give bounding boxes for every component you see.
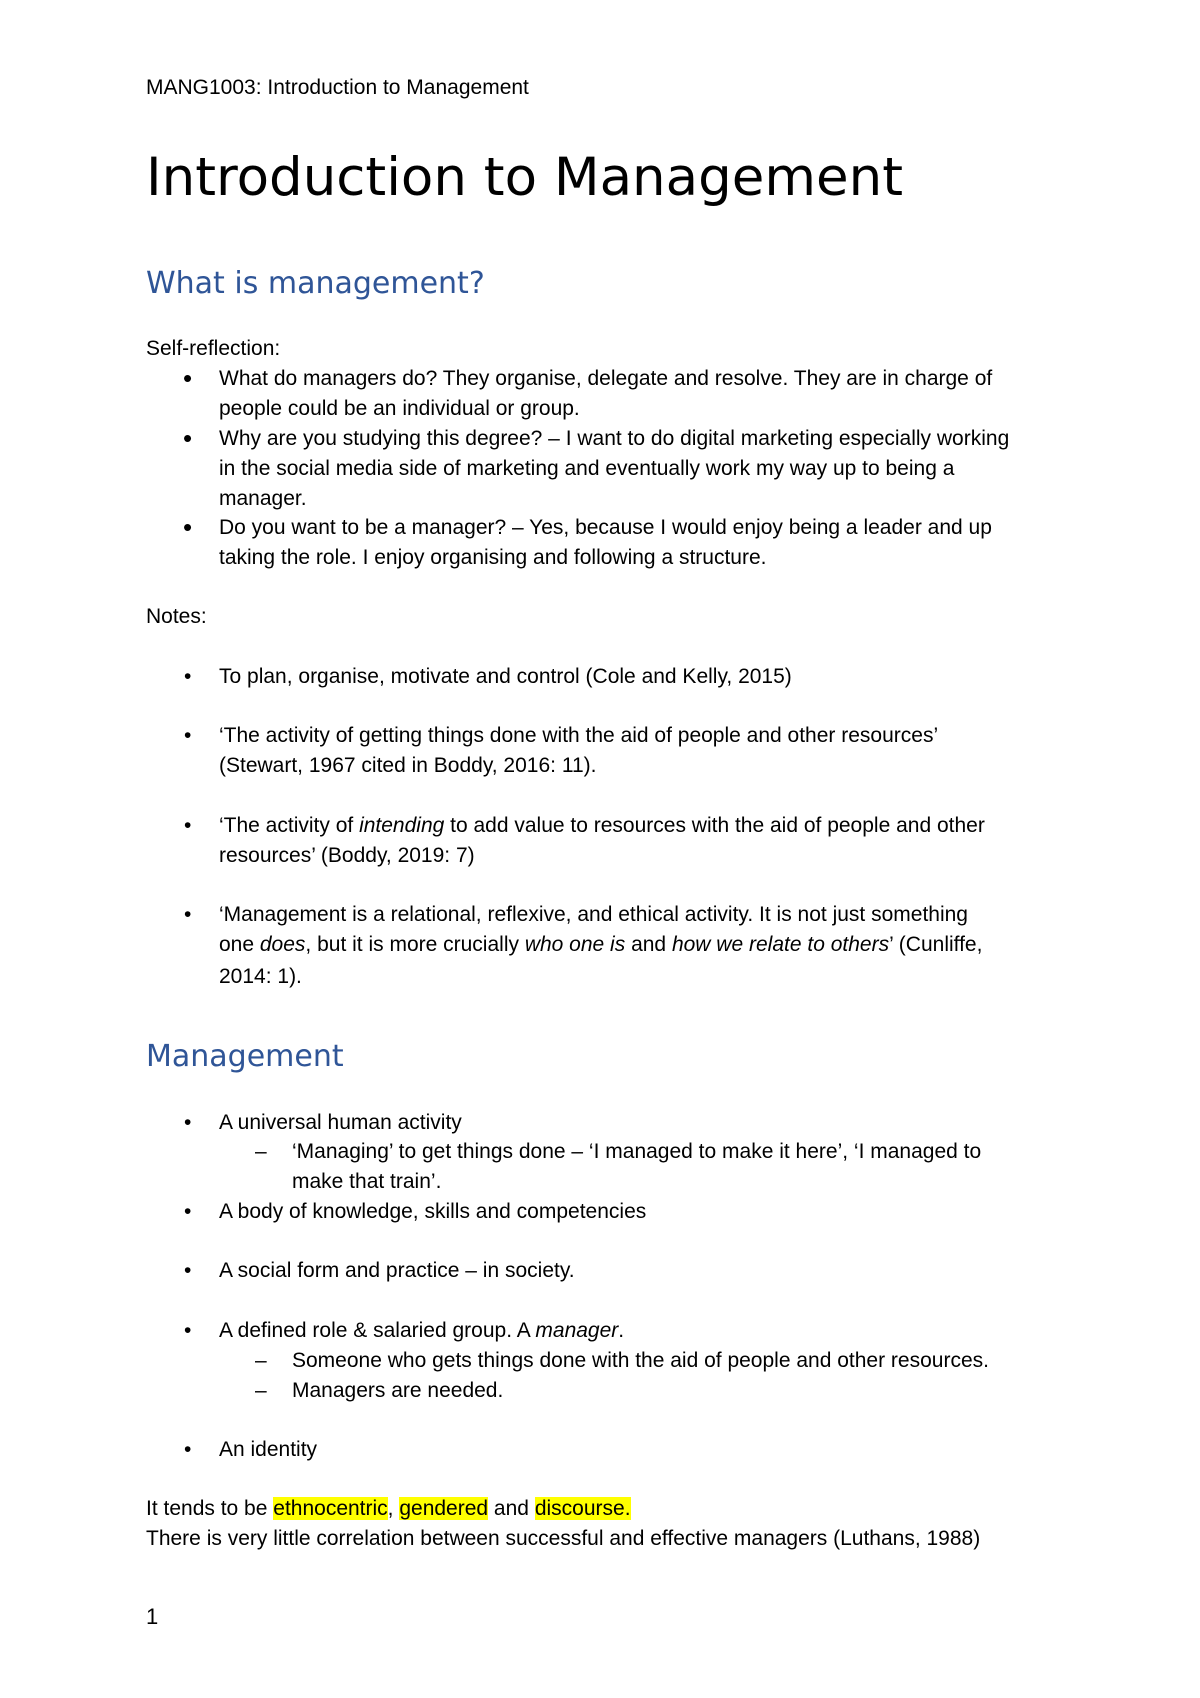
list-item-continuation: 2014: 1). — [219, 965, 302, 988]
text-run: It tends to be — [146, 1497, 274, 1520]
page-number: 1 — [146, 1604, 159, 1629]
self-reflection-label: Self-reflection: — [146, 337, 281, 360]
sub-list-item-continuation: make that train’. — [292, 1170, 442, 1193]
section-heading-management: Management — [146, 1039, 344, 1074]
list-item: ‘The activity of getting things done with the aid of people and other resources’ — [219, 724, 939, 747]
text-run: ‘The activity of — [219, 814, 360, 837]
highlighted-text: gendered — [399, 1497, 489, 1520]
text-run: to add value to resources with the aid of people and other — [444, 814, 985, 837]
bullet-icon: • — [184, 1319, 192, 1342]
dash-bullet-icon: – — [255, 1349, 267, 1372]
list-item — [219, 811, 985, 841]
sub-list-item: Managers are needed. — [292, 1379, 504, 1402]
text-run: ’ (Cunliffe, — [889, 933, 983, 956]
italic-text: intending — [359, 814, 445, 837]
list-item-continuation: in the social media side of marketing and eventually work my way up to being a — [219, 457, 955, 480]
list-item — [219, 1316, 624, 1346]
highlighted-text: ethnocentric — [273, 1497, 388, 1520]
page-title: Introduction to Management — [146, 147, 903, 208]
list-item-continuation — [219, 930, 982, 960]
correlation-paragraph: There is very little correlation between successful and effective managers (Luthans, 1988) — [146, 1527, 981, 1550]
list-item-continuation: (Stewart, 1967 cited in Boddy, 2016: 11). — [219, 754, 597, 777]
list-item: A universal human activity — [219, 1111, 462, 1134]
list-item-continuation: manager. — [219, 487, 307, 510]
text-run: A defined role & salaried group. A — [219, 1319, 536, 1342]
sub-list-item: Someone who gets things done with the aid of people and other resources. — [292, 1349, 989, 1372]
dash-bullet-icon: – — [255, 1140, 267, 1163]
dash-bullet-icon: – — [255, 1379, 267, 1402]
italic-text: does — [259, 933, 306, 956]
bullet-icon: • — [184, 1111, 192, 1134]
list-item: Do you want to be a manager? – Yes, because I would enjoy being a leader and up — [219, 516, 992, 539]
bullet-icon: • — [184, 814, 192, 837]
list-item-continuation: people could be an individual or group. — [219, 397, 580, 420]
list-item-continuation: taking the role. I enjoy organising and following a structure. — [219, 546, 767, 569]
bullet-icon: • — [184, 724, 192, 747]
italic-text: how we relate to others — [671, 933, 890, 956]
text-run: and — [625, 933, 672, 956]
bullet-icon: • — [184, 1438, 192, 1461]
text-run: . — [618, 1319, 625, 1342]
list-item: Why are you studying this degree? – I want to do digital marketing especially working — [219, 427, 1010, 450]
sub-list-item: ‘Managing’ to get things done – ‘I managed to make it here’, ‘I managed to — [292, 1140, 982, 1163]
text-run: , — [387, 1497, 400, 1520]
bullet-dot-icon: • — [183, 363, 193, 393]
notes-label: Notes: — [146, 605, 207, 628]
list-item: A social form and practice – in society. — [219, 1259, 575, 1282]
list-item: ‘Management is a relational, reflexive, and ethical activity. It is not just something — [219, 903, 968, 926]
tends-paragraph — [146, 1494, 631, 1524]
bullet-icon: • — [184, 1259, 192, 1282]
text-run: one — [219, 933, 260, 956]
bullet-icon: • — [184, 665, 192, 688]
text-run: and — [488, 1497, 535, 1520]
bullet-dot-icon: • — [183, 423, 193, 453]
text-run: , but it is more crucially — [305, 933, 525, 956]
bullet-icon: • — [184, 903, 192, 926]
list-item: An identity — [219, 1438, 318, 1461]
list-item: A body of knowledge, skills and competencies — [219, 1200, 647, 1223]
bullet-icon: • — [184, 1200, 192, 1223]
list-item: What do managers do? They organise, delegate and resolve. They are in charge of — [219, 367, 993, 390]
highlighted-text: discourse. — [534, 1497, 631, 1520]
bullet-dot-icon: • — [183, 512, 193, 542]
list-item-continuation: resources’ (Boddy, 2019: 7) — [219, 844, 475, 867]
italic-text: who one is — [524, 933, 626, 956]
list-item: To plan, organise, motivate and control (Cole and Kelly, 2015) — [219, 665, 792, 688]
italic-text: manager — [535, 1319, 619, 1342]
running-header: MANG1003: Introduction to Management — [146, 76, 529, 99]
section-heading-what-is-management: What is management? — [146, 266, 485, 301]
